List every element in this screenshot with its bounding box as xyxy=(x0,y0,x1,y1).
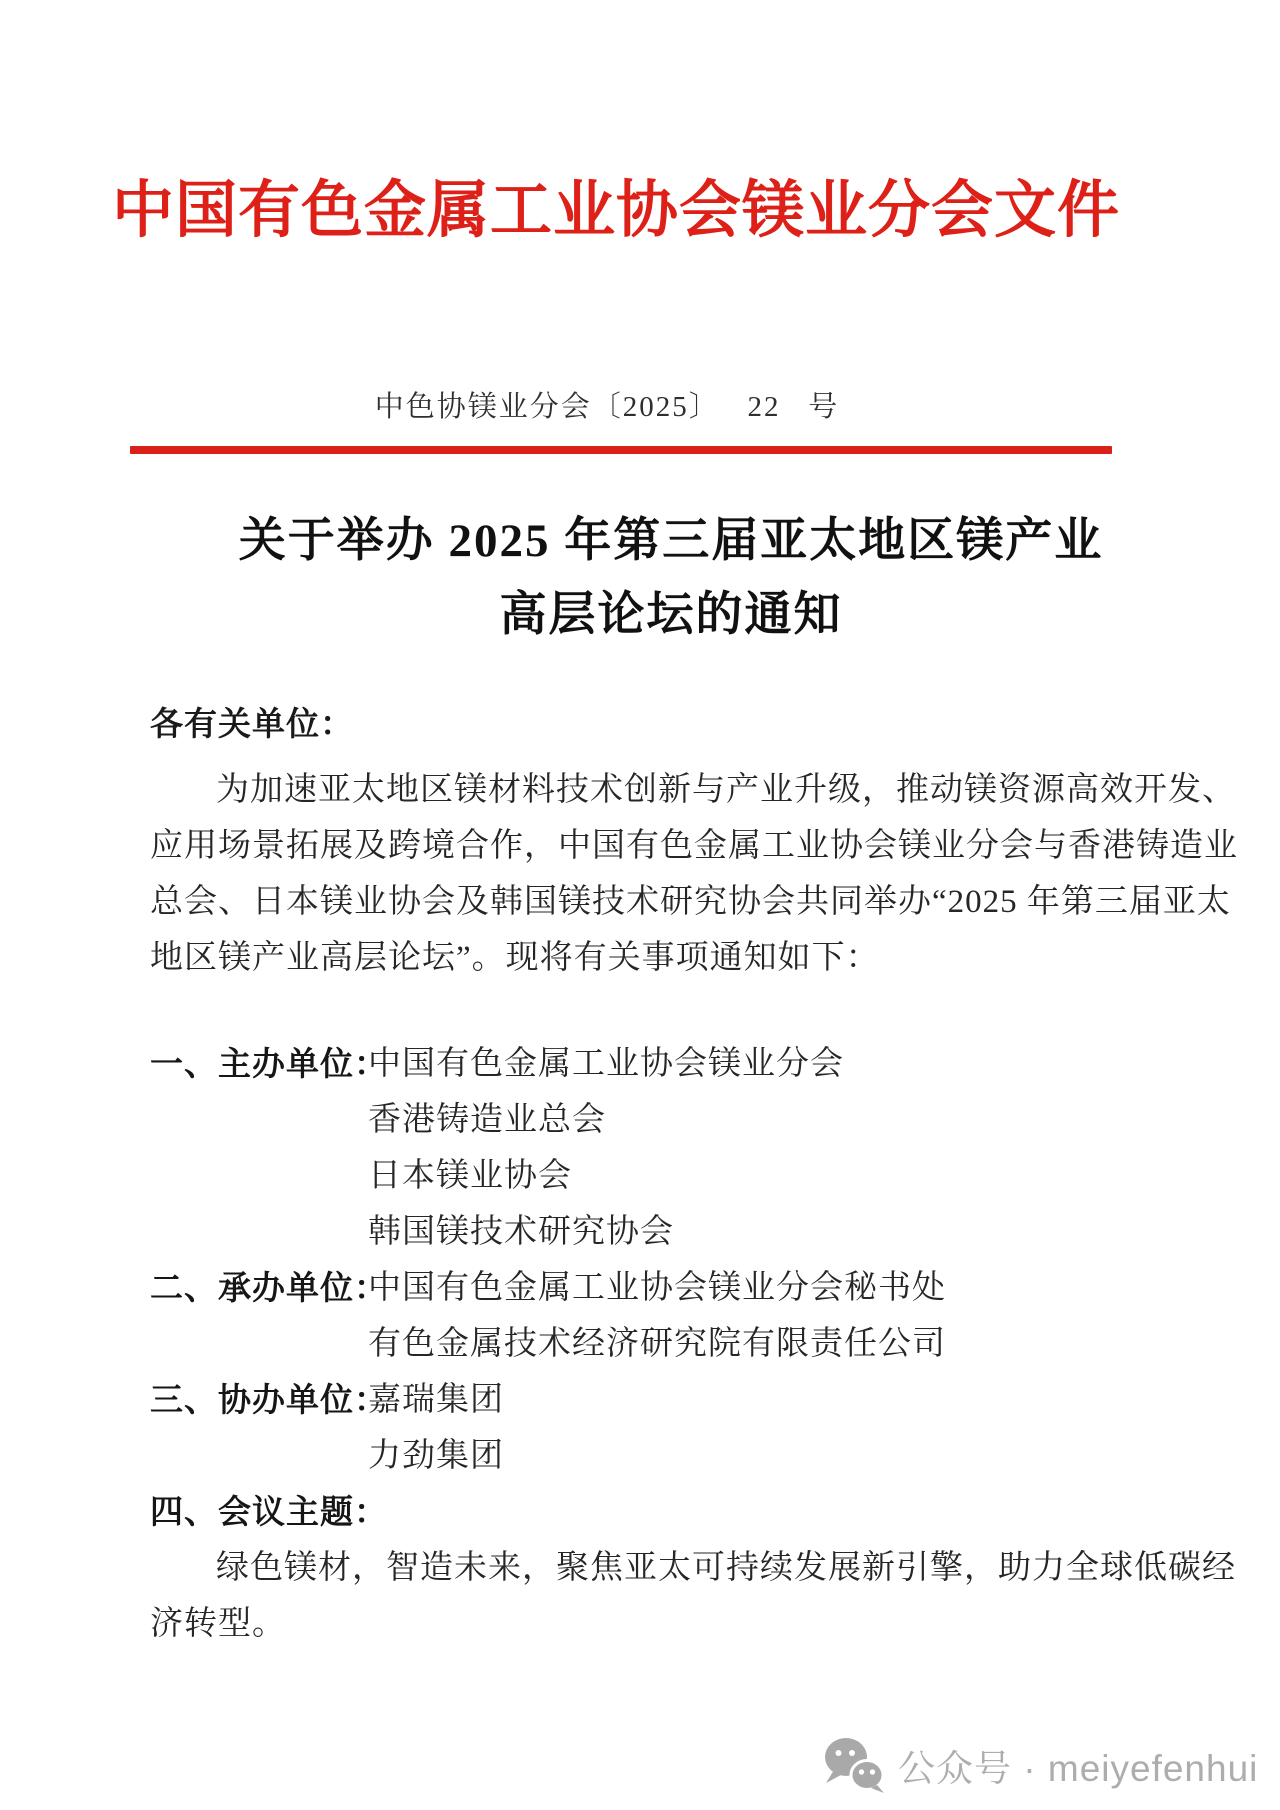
section-label: 一、主办单位： xyxy=(150,1045,388,1082)
document-red-header-title: 中国有色金属工业协会镁业分会文件 xyxy=(111,177,1120,245)
section-value: 中国有色金属工业协会镁业分会 xyxy=(368,1046,844,1082)
list-item xyxy=(150,1484,1160,1540)
section-label: 四、会议主题： xyxy=(150,1493,388,1530)
section-label-spacer xyxy=(150,1428,368,1484)
red-divider-line xyxy=(130,446,1112,454)
section-label: 三、协办单位： xyxy=(150,1381,388,1418)
wechat-icon xyxy=(822,1736,886,1794)
section-value: 嘉瑞集团 xyxy=(368,1382,504,1418)
list-item xyxy=(150,1092,1160,1148)
list-item xyxy=(150,1204,1160,1260)
intro-line: 总会、日本镁业协会及韩国镁技术研究协会共同举办“2025 年第三届亚太 xyxy=(150,884,1231,920)
intro-line: 地区镁产业高层论坛”。现将有关事项通知如下： xyxy=(150,940,880,976)
section-value: 香港铸造业总会 xyxy=(368,1102,606,1138)
document-title xyxy=(0,504,1280,652)
theme-line: 济转型。 xyxy=(150,1606,286,1642)
watermark xyxy=(822,1736,1258,1794)
section-value: 有色金属技术经济研究院有限责任公司 xyxy=(368,1326,946,1362)
intro-line: 应用场景拓展及跨境合作，中国有色金属工业协会镁业分会与香港铸造业 xyxy=(150,828,1238,864)
section-label: 二、承办单位： xyxy=(150,1269,388,1306)
document-title-line2: 高层论坛的通知 xyxy=(499,589,843,641)
section-label-spacer xyxy=(150,1092,368,1148)
section-value: 日本镁业协会 xyxy=(368,1158,572,1194)
theme-line: 绿色镁材，智造未来，聚焦亚太可持续发展新引擎，助力全球低碳经 xyxy=(216,1550,1236,1586)
watermark-text: 公众号 · meiyefenhui xyxy=(898,1748,1259,1789)
section-label-spacer xyxy=(150,1316,368,1372)
list-item xyxy=(150,1372,1160,1428)
list-item xyxy=(150,1260,1160,1316)
list-item xyxy=(150,1316,1160,1372)
intro-paragraph xyxy=(150,762,1238,986)
document-number: 中色协镁业分会〔2025〕 22 号 xyxy=(374,391,840,423)
salutation: 各有关单位： xyxy=(150,705,354,742)
list-item xyxy=(150,1036,1160,1092)
list-item xyxy=(150,1428,1160,1484)
section-value: 中国有色金属工业协会镁业分会秘书处 xyxy=(368,1270,946,1306)
section-value: 韩国镁技术研究协会 xyxy=(368,1214,674,1250)
intro-line: 为加速亚太地区镁材料技术创新与产业升级，推动镁资源高效开发、 xyxy=(216,772,1236,808)
document-title-line1: 关于举办 2025 年第三届亚太地区镁产业 xyxy=(238,515,1104,567)
section-label-spacer xyxy=(150,1204,368,1260)
list-item xyxy=(150,1148,1160,1204)
section-label-spacer xyxy=(150,1148,368,1204)
section-value: 力劲集团 xyxy=(368,1438,504,1474)
section-list xyxy=(150,1036,1236,1652)
